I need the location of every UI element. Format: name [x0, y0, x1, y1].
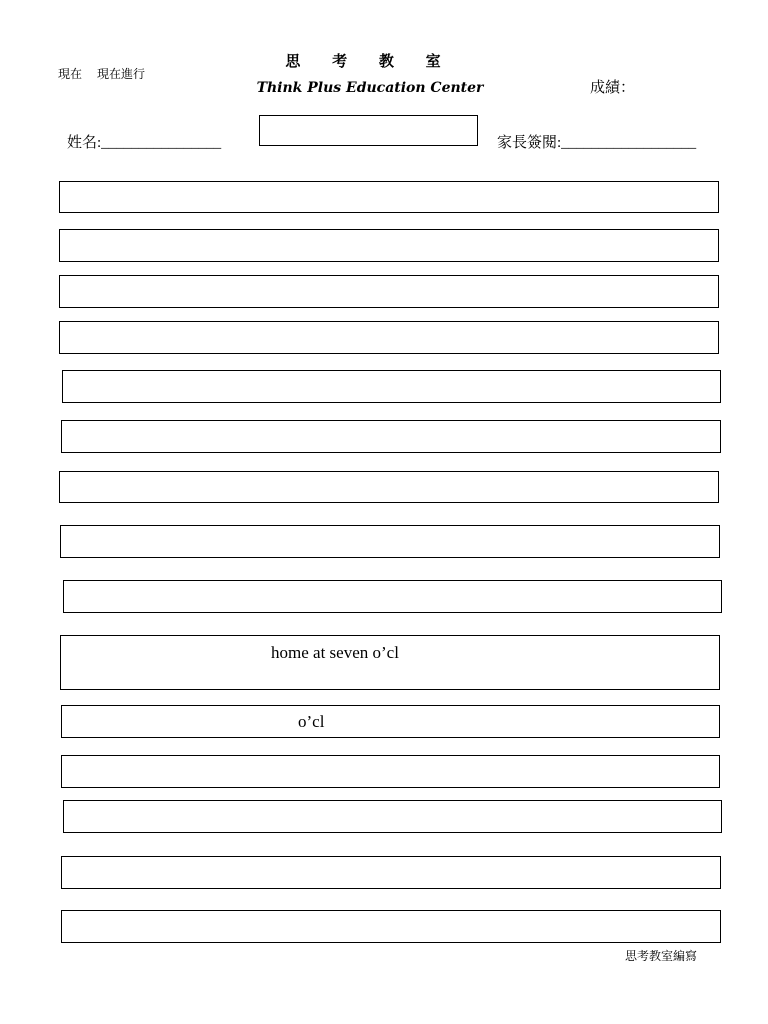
name-label: 姓名:: [67, 135, 102, 151]
center-title-english: Think Plus Education Center: [256, 80, 484, 96]
signature-blank: __________________: [561, 135, 697, 151]
name-blank: ________________: [101, 135, 222, 151]
answer-line[interactable]: [61, 856, 721, 889]
answer-line[interactable]: [59, 321, 719, 354]
answer-line[interactable]: [63, 580, 722, 613]
answer-line-text: o’cl: [298, 712, 325, 731]
answer-line[interactable]: [61, 910, 721, 943]
answer-line[interactable]: [61, 705, 720, 738]
answer-line[interactable]: [61, 420, 721, 453]
header-answer-box[interactable]: [259, 115, 478, 146]
answer-line[interactable]: [59, 181, 719, 213]
footer-credit: 思考教室編寫: [625, 949, 698, 963]
answer-line[interactable]: [59, 275, 719, 308]
answer-line[interactable]: [59, 471, 719, 503]
answer-line-text: home at seven o’cl: [271, 643, 399, 662]
score-label: 成績：: [590, 80, 636, 96]
answer-line[interactable]: [60, 635, 720, 690]
answer-line[interactable]: [60, 525, 720, 558]
answer-line[interactable]: [62, 370, 721, 403]
name-field[interactable]: [67, 131, 221, 152]
parent-signature-field[interactable]: [497, 131, 696, 152]
tense-tag-present: 現在: [58, 67, 83, 81]
center-title-chinese: 思 考 教 室: [285, 54, 455, 70]
answer-line[interactable]: [59, 229, 719, 262]
signature-label: 家長簽閱:: [497, 135, 562, 151]
answer-line[interactable]: [61, 755, 720, 788]
answer-line[interactable]: [63, 800, 722, 833]
tense-tag-present-continuous: 現在進行: [97, 67, 146, 81]
